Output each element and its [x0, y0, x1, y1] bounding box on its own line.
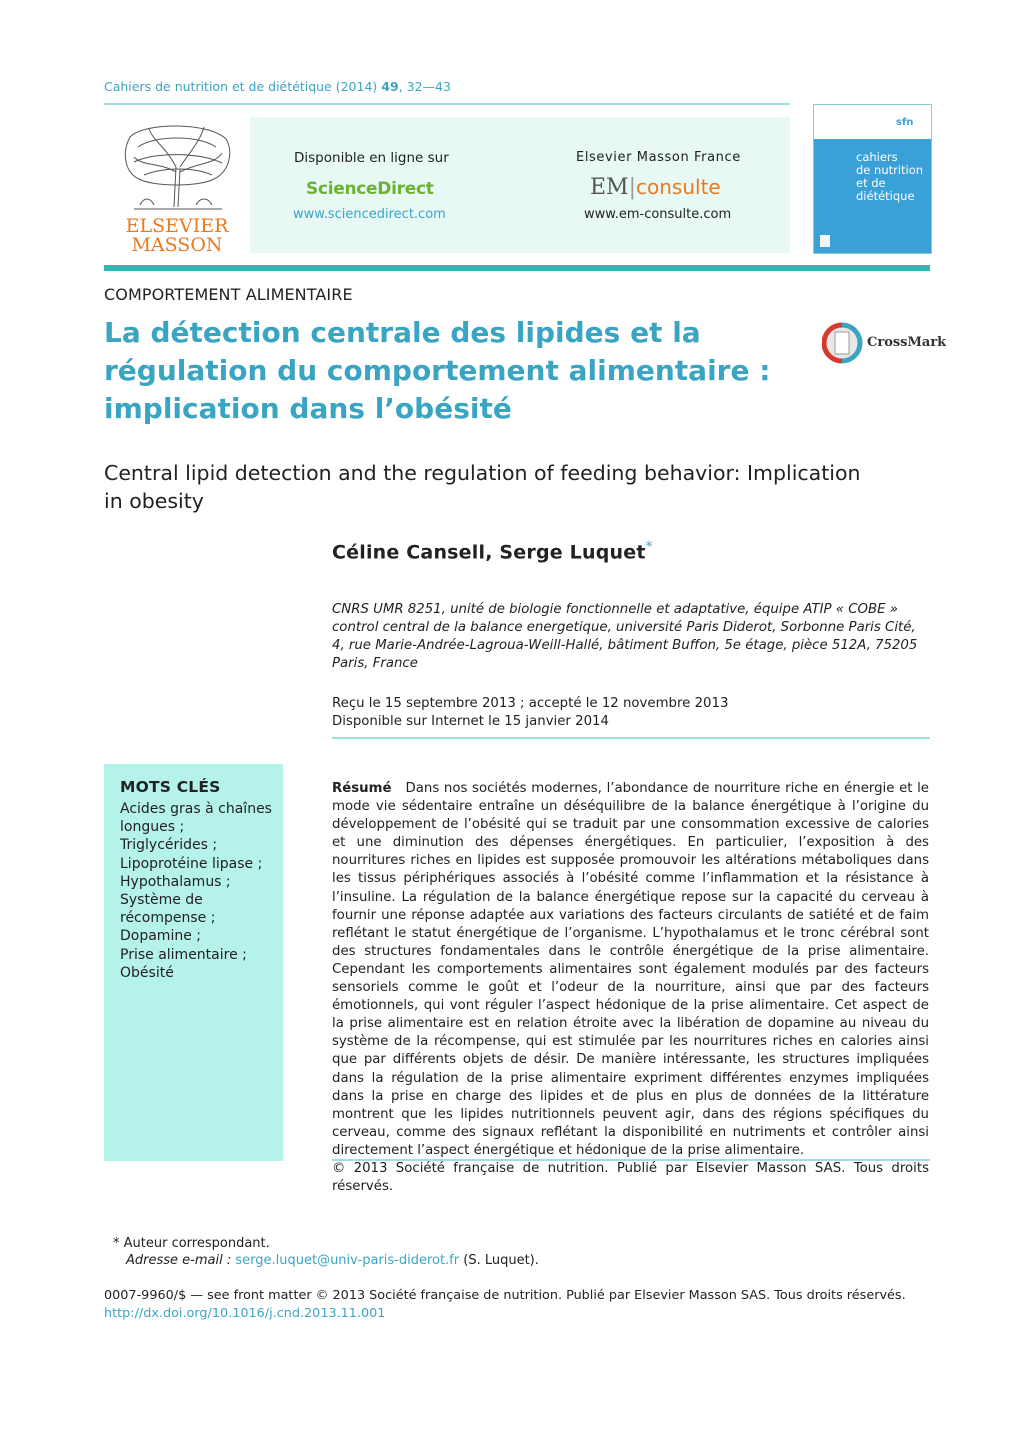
- abstract-top-divider: [332, 737, 930, 739]
- online-date: Disponible sur Internet le 15 janvier 2014: [332, 714, 609, 729]
- corresponding-author-mark[interactable]: *: [645, 539, 653, 555]
- issn-line: 0007-9960/$ — see front matter © 2013 Société française de nutrition. Publié par Elsevier Masson SAS. Tous droits réservés.: [104, 1288, 906, 1303]
- footnote-corresponding-text: Auteur correspondant.: [123, 1236, 270, 1251]
- authors: [332, 539, 653, 563]
- keyword-item: Obésité: [120, 964, 174, 981]
- keywords-title: MOTS CLÉS: [120, 778, 221, 796]
- received-date: Reçu le 15 septembre 2013 ; accepté le 12 novembre 2013: [332, 696, 729, 711]
- email-owner: (S. Luquet).: [463, 1253, 539, 1268]
- svg-text:MASSON: MASSON: [131, 234, 223, 253]
- em-consulte-logo[interactable]: EM|consulte: [590, 175, 721, 200]
- banner-divider: [104, 265, 930, 271]
- publisher-banner: [104, 117, 790, 253]
- email-label: Adresse e-mail :: [126, 1253, 232, 1268]
- cover-header: [814, 105, 931, 139]
- cover-title: [856, 151, 931, 203]
- abstract-bottom-divider: [332, 1159, 930, 1161]
- svg-text:ELSEVIER: ELSEVIER: [125, 215, 229, 237]
- crossmark-label: CrossMark: [867, 335, 947, 350]
- article-title-fr: La détection centrale des lipides et la régulation du comportement alimentaire : implication dans l’obésité: [104, 316, 771, 425]
- footnote-email: [126, 1253, 539, 1268]
- journal-volume: 49: [381, 79, 399, 94]
- email-link[interactable]: serge.luquet@univ-paris-diderot.fr: [235, 1253, 460, 1268]
- keyword-item: Système de récompense ;: [120, 892, 216, 927]
- abstract-copyright: © 2013 Société française de nutrition. Publié par Elsevier Masson SAS. Tous droits réservés.: [332, 1160, 929, 1195]
- publisher-name: Elsevier Masson France: [576, 150, 741, 165]
- keyword-item: Triglycérides ;: [120, 837, 218, 854]
- journal-ref-prefix: Cahiers de nutrition et de diététique (2014): [104, 79, 378, 94]
- article-dates: [332, 695, 728, 731]
- cover-publisher-icon: [820, 235, 830, 247]
- availability-box: [250, 117, 790, 253]
- header-divider: [104, 103, 790, 105]
- footnote-mark: *: [113, 1236, 120, 1251]
- cover-title-line: cahiers: [856, 150, 898, 164]
- keyword-item: Lipoprotéine lipase ;: [120, 855, 263, 872]
- author-names: Céline Cansell, Serge Luquet: [332, 541, 646, 564]
- cover-title-line: de nutrition: [856, 163, 924, 177]
- journal-cover[interactable]: [813, 104, 932, 254]
- em-consulte-link[interactable]: www.em-consulte.com: [584, 207, 732, 222]
- keywords-list: [120, 800, 278, 982]
- abstract-label: Résumé: [332, 781, 392, 796]
- keywords-box: [104, 764, 283, 1161]
- cover-title-line: et de diététique: [856, 176, 915, 203]
- keyword-item: Dopamine ;: [120, 928, 201, 945]
- crossmark-icon: [822, 321, 866, 365]
- available-online-label: Disponible en ligne sur: [294, 150, 449, 166]
- elsevier-logo[interactable]: [104, 117, 250, 253]
- abstract-text: Dans nos sociétés modernes, l’abondance de nourriture riche en énergie et le mode vie sédentaire entraîne un déséquilibre de la balance énergétique à l’origine du développement de l’obésité qui se traduit par une consommation excessive de calories et une diminution des dépenses énergétiques. En particulier, l’exposition à des nourritures riches en lipides est supposée promouvoir les altérations métaboliques dans les tissus périphériques associés à l’obésité comme l’inflammation et la résistance à l’insuline. La régulation de la balance énergétique repose sur la capacité du cerveau à fournir une réponse adaptée aux variations des facteurs circulants de satiété et de faim reflétant le statut énergétique de l’organisme. L’hypothalamus et le tronc cérébral sont des structures fondamentales dans le contrôle énergétique de la prise alimentaire. Cependant les comportements alimentaires sont également modulés par des facteurs sensoriels comme le goût et l’odeur de la nourriture, ainsi que par des facteurs émotionnels, qui vont réguler l’aspect hédonique de la prise alimentaire. Cet aspect de la prise alimentaire est en relation étroite avec la libération de dopamine au niveau du système de la récompense, qui est stimulée par les nourritures riches en calories ainsi que par différents objets de désir. De manière intéressante, les structures impliquées dans la régulation de la prise alimentaire expriment différentes enzymes impliquées dans la prise en charge des lipides et de plus en plus de données de la littérature montrent que les lipides nutritionnels peuvent agir, dans des régions spécifiques du cerveau, comme des signaux reflétant la disponibilité en nutriments et contrôler ainsi directement l’aspect énergétique et hédonique de la prise alimentaire.: [332, 781, 929, 1158]
- abstract: [332, 780, 929, 1196]
- section-label: COMPORTEMENT ALIMENTAIRE: [104, 285, 353, 304]
- keyword-item: Hypothalamus ;: [120, 873, 231, 890]
- article-title-en: Central lipid detection and the regulation of feeding behavior: Implication in obesity: [104, 461, 861, 513]
- journal-reference[interactable]: [104, 79, 451, 94]
- elsevier-tree-icon: [104, 117, 250, 253]
- sciencedirect-link[interactable]: www.sciencedirect.com: [293, 207, 446, 222]
- em-logo-em: EM: [590, 175, 629, 200]
- sciencedirect-logo[interactable]: ScienceDirect: [306, 179, 434, 199]
- affiliation: CNRS UMR 8251, unité de biologie fonctionnelle et adaptative, équipe ATIP « COBE » control central de la balance energetique, université Paris Diderot, Sorbonne Paris Cité, 4, rue Marie-Andrée-Lagroua-Weill-Hallé, bâtiment Buffon, 5e étage, pièce 512A, 75205 Paris, France: [332, 602, 918, 671]
- keyword-item: Prise alimentaire ;: [120, 946, 247, 963]
- doi-link[interactable]: http://dx.doi.org/10.1016/j.cnd.2013.11.001: [104, 1306, 386, 1321]
- crossmark-badge[interactable]: [822, 321, 947, 365]
- keyword-item: Acides gras à chaînes longues ;: [120, 801, 272, 836]
- footnote-corresponding: [113, 1236, 270, 1251]
- em-logo-consulte: consulte: [636, 175, 721, 199]
- journal-pages: , 32—43: [398, 79, 451, 94]
- cover-society-logo: sfn: [896, 117, 914, 128]
